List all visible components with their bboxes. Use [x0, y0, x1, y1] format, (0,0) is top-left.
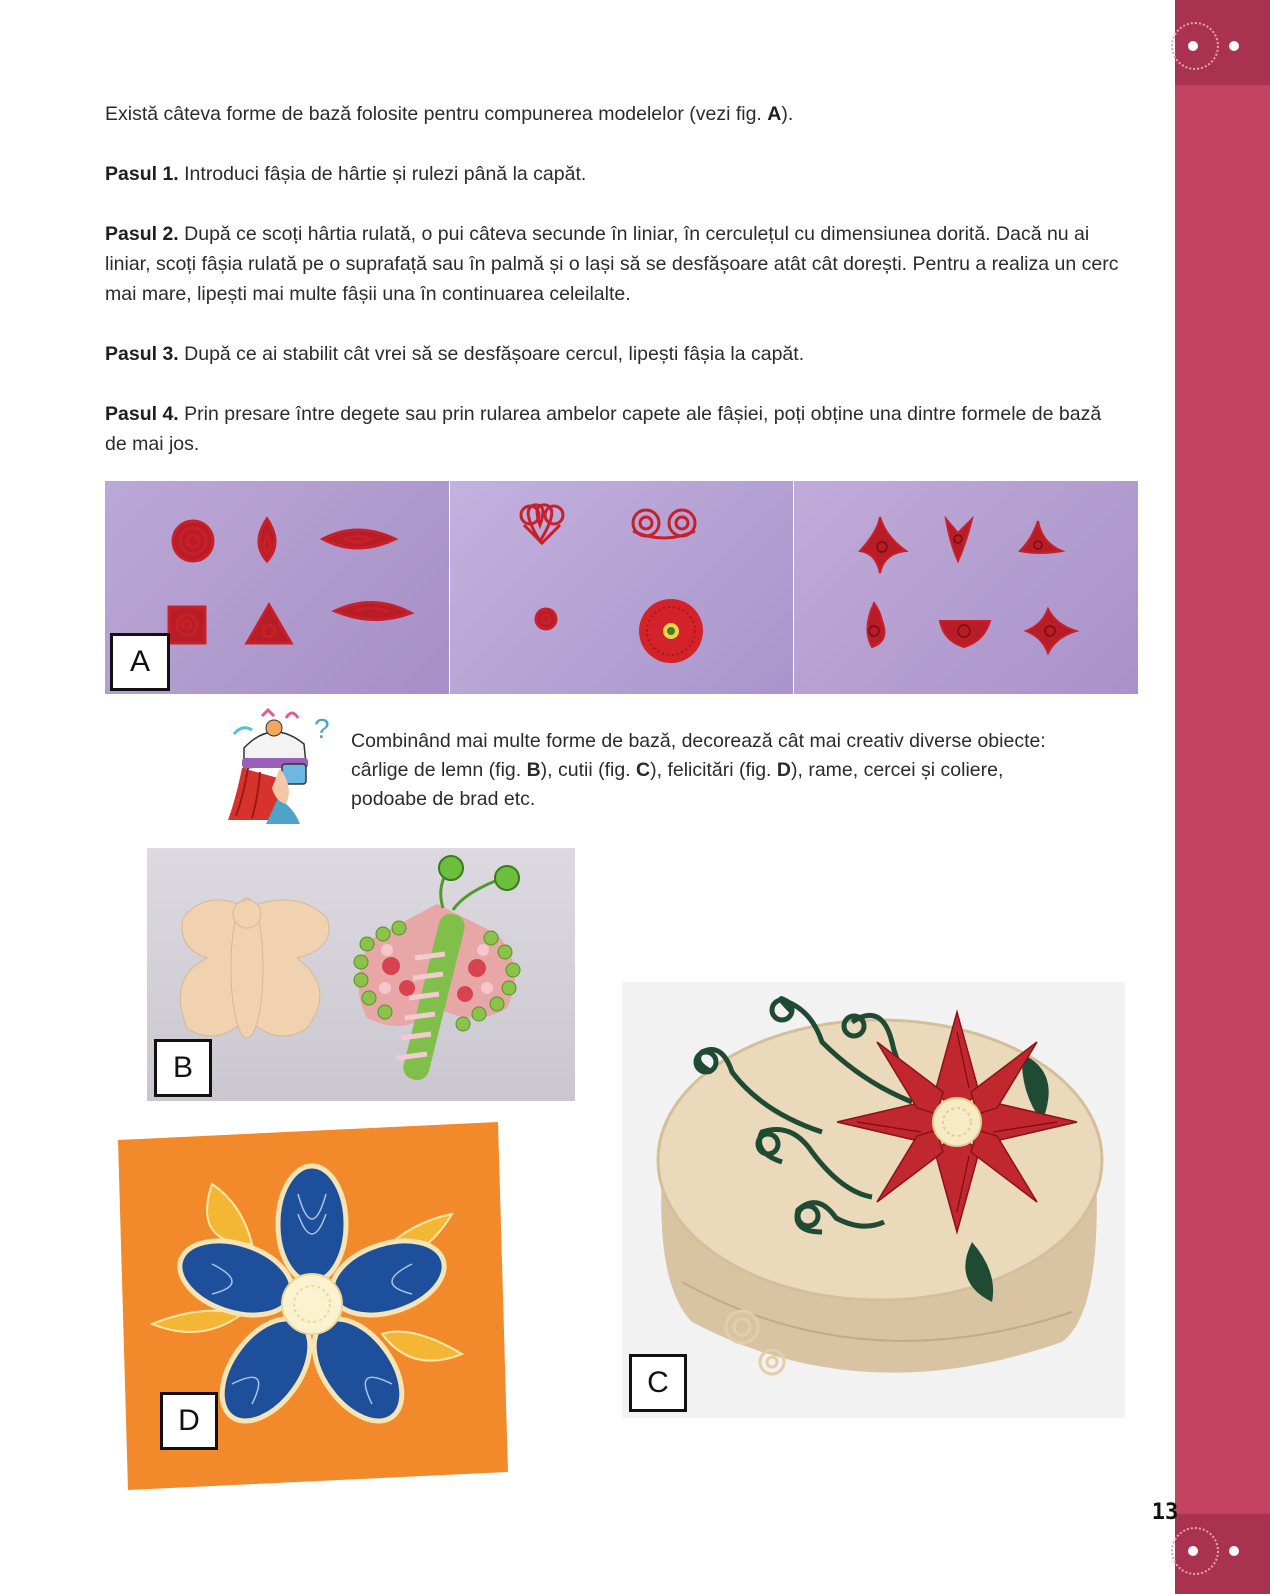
step-1-text: Introduci fâșia de hârtie și rulezi până la capăt.: [178, 163, 587, 185]
step-3-text: După ce ai stabilit cât vrei să se desfășoare cercul, lipești fâșia la capăt.: [178, 343, 805, 365]
fig-b-reference: B: [526, 759, 541, 781]
step-3-paragraph: [105, 339, 1125, 369]
intro-text-end: ).: [781, 103, 794, 125]
intro-text: Există câteva forme de bază folosite pentru compunerea modelelor (vezi fig.: [105, 103, 768, 125]
fig-c-reference: C: [636, 759, 651, 781]
figure-c-photo: [622, 982, 1125, 1418]
creative-tip-note: [351, 727, 1091, 814]
note-line-2: [351, 756, 1091, 785]
fig-d-reference: D: [776, 759, 791, 781]
fig-reference: A: [767, 103, 782, 125]
step-2-paragraph: [105, 219, 1125, 309]
step-4-line-1: Prin presare între degete sau prin rularea ambelor capete ale fâșiei, poți obține una dintre formele de bază: [178, 403, 1102, 425]
figure-label-d: D: [160, 1392, 218, 1450]
figure-b-photo: [147, 848, 575, 1101]
note-text: ), cutii (fig.: [540, 759, 637, 781]
step-2-line-1: După ce scoți hârtia rulată, o pui câteva secunde în liniar, în cerculețul cu dimensiunea dorită. Dacă nu ai: [178, 223, 1090, 245]
step-2-label: Pasul 2.: [105, 223, 179, 245]
page-sidebar: [1175, 0, 1270, 1594]
step-1-paragraph: [105, 159, 1125, 189]
figure-a-panel-2: [450, 481, 793, 694]
note-line-3: podoabe de brad etc.: [351, 788, 536, 810]
quilled-basic-shapes-3: [794, 481, 1138, 694]
figure-a-panel-3: [794, 481, 1138, 694]
decorative-dot-icon: [1229, 1546, 1239, 1556]
figure-a-photo-strip: [105, 481, 1138, 694]
note-text: ), felicitări (fig.: [650, 759, 777, 781]
figure-label-b: B: [154, 1039, 212, 1097]
step-4-label: Pasul 4.: [105, 403, 179, 425]
note-line-1: Combinând mai multe forme de bază, decorează cât mai creativ diverse obiecte:: [351, 730, 1046, 752]
quilled-basic-shapes-2: [450, 481, 793, 694]
figure-label-a: A: [110, 633, 170, 691]
figure-d-photo: [118, 1122, 508, 1490]
decorative-dot-icon: [1188, 1546, 1198, 1556]
step-3-label: Pasul 3.: [105, 343, 179, 365]
step-4-line-2: de mai jos.: [105, 433, 200, 455]
figure-label-c: C: [629, 1354, 687, 1412]
step-1-label: Pasul 1.: [105, 163, 179, 185]
note-text: cârlige de lemn (fig.: [351, 759, 527, 781]
step-2-line-3: mai mare, lipești mai multe fâșii una în continuarea celeilalte.: [105, 283, 631, 305]
decorative-dot-icon: [1229, 41, 1239, 51]
quilled-box-lid: [622, 982, 1125, 1418]
question-mark-icon: ?: [314, 713, 330, 744]
intro-paragraph: [105, 99, 1125, 129]
note-text: ), rame, cercei și coliere,: [791, 759, 1004, 781]
thinking-character-illustration: [222, 708, 338, 824]
step-4-paragraph: [105, 399, 1125, 459]
decorative-dot-icon: [1188, 41, 1198, 51]
step-2-line-2: liniar, scoți fâșia rulată pe o suprafață sau în palmă și o lași să se desfășoare atât cât dorești. Pentru a realiza un cerc: [105, 253, 1119, 275]
page-number: 13: [1151, 1500, 1179, 1525]
